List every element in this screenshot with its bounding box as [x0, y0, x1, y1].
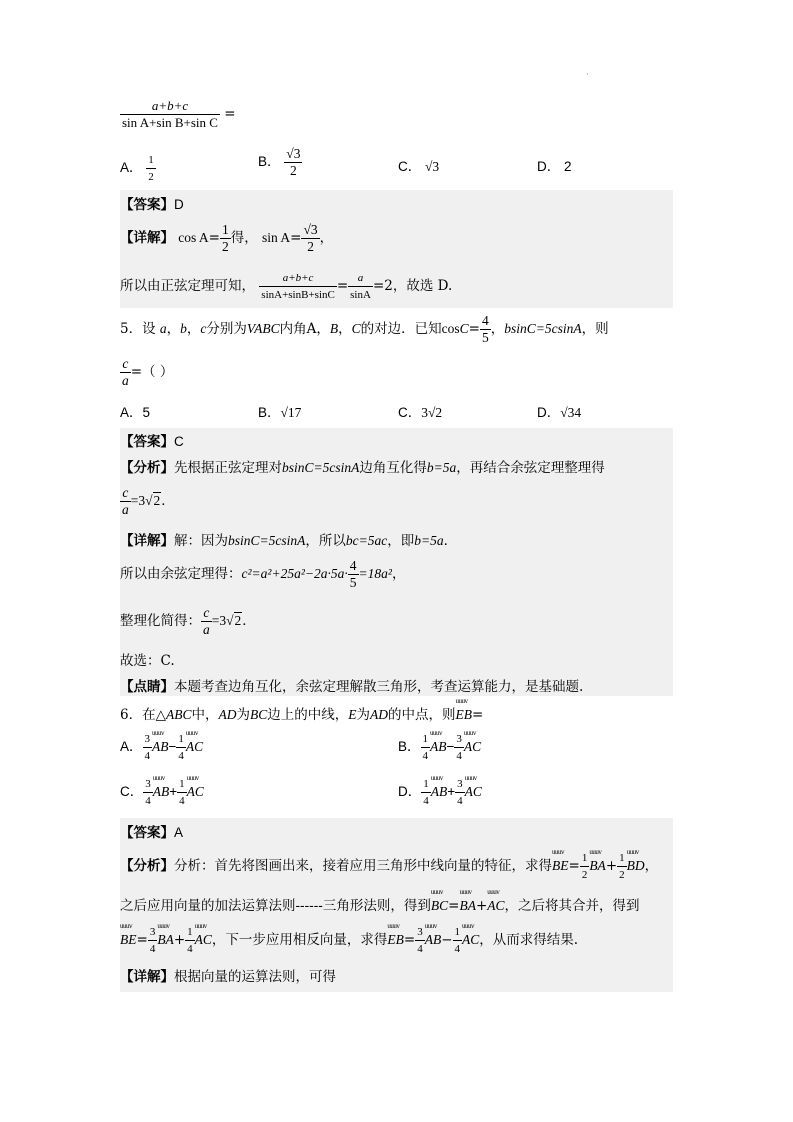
option-label: B．	[258, 405, 281, 420]
answer-tag: 【答案】	[120, 197, 174, 213]
answer-tag: 【答案】	[120, 825, 174, 841]
detail-tag: 【详解】	[120, 969, 174, 985]
text: 本题考查边角互化，余弦定理解散三角形，考查运算能力，是基础题.	[174, 679, 584, 695]
cos-a: cos A	[178, 230, 209, 245]
text: ．	[161, 493, 175, 509]
option-label: D．	[537, 405, 561, 420]
text: ，所以	[305, 533, 346, 549]
text: 根据向量的运算法则，可得	[174, 969, 336, 985]
text: 分析：首先将图画出来，接着应用三角形中线向量的特征，求得	[174, 858, 552, 874]
option-label: B．	[398, 739, 421, 755]
q6-option-a: A． $\frac{3}{4}$ uuuv AB− $\frac{1}{4}$ uuuv AC	[120, 731, 203, 764]
ratio-fraction: $\frac{a+b+c}{\sin A+\sin B+\sin C}$	[261, 272, 335, 301]
q6-detail	[120, 965, 336, 985]
text: ，则	[581, 321, 609, 337]
option-label: D．	[398, 784, 422, 800]
text: ，下一步应用相反向量，求得	[211, 932, 388, 948]
q4-detail-line2: 所以由正弦定理可知， $\frac{a+b+c}{\sin A+\sin B+\sin C}$ = $\frac{a}{\sin A}$ =2，故选 D.	[120, 272, 453, 301]
q5-option-c	[398, 401, 442, 421]
option-value: 3√2	[421, 405, 443, 420]
c-over-a: $\frac{c}{a}$	[203, 605, 210, 637]
frac-4-5: $\frac{4}{5}$	[349, 558, 357, 590]
text: 设	[142, 321, 156, 337]
q4-option-b	[258, 146, 302, 179]
option-label: A．	[120, 160, 143, 176]
text: 在△	[142, 707, 166, 723]
text: ，即	[387, 533, 415, 549]
analysis-tag: 【分析】	[120, 460, 174, 476]
header-dot: ·	[586, 70, 589, 80]
option-label: C．	[120, 784, 144, 800]
q4-expression	[120, 98, 236, 131]
q6-analysis-line1: 【分析】分析：首先将图画出来，接着应用三角形中线向量的特征，求得uuuv BE= $\frac{1}{2}$ uuuv BA+ $\frac{1}{2}$ uuuv BD，	[120, 850, 658, 883]
text: 所以由余弦定理得：	[120, 566, 242, 582]
frac-root3-2: $\frac{√3}{2}$	[303, 222, 318, 254]
text: 整理化简得：	[120, 613, 201, 629]
text: 内角	[279, 321, 307, 337]
answer-tag: 【答案】	[120, 434, 174, 450]
q5-option-d	[537, 401, 581, 421]
q5-note	[120, 675, 583, 695]
q6-analysis-line2: 之后应用向量的加法运算法则------三角形法则，得到uuuv BC=uuuv BA+uuuv AC，之后将其合并，得到	[120, 894, 640, 914]
q5-analysis-line1: 【分析】先根据正弦定理对bsinC=5csinA边角互化得b=5a，再结合余弦定理整理得	[120, 460, 605, 476]
text: 为	[356, 707, 370, 723]
q4-detail-line1: 【详解】 cos A= $\frac{1}{2}$ 得， sin A= $\frac{√3}{2}$ ，	[120, 222, 334, 254]
option-label: C．	[398, 405, 422, 420]
frac-4-5: $\frac{4}{5}$	[481, 313, 489, 345]
text: 先根据正弦定理对	[174, 460, 282, 476]
q4-fraction	[120, 98, 220, 131]
text: 边上的中线，	[267, 707, 349, 723]
q5-option-b	[258, 401, 301, 421]
text: =2，故选 D.	[372, 278, 453, 294]
text: 解：因为	[174, 533, 228, 549]
blank: =（ ）	[130, 364, 174, 380]
q4-answer	[120, 193, 184, 213]
q4-option-a	[120, 152, 156, 185]
q6-option-b: B． $\frac{1}{4}$ uuuv AB− $\frac{3}{4}$ uuuv AC	[398, 731, 481, 764]
text: 边角互化得	[359, 460, 427, 476]
q5-cosine-line: 所以由余弦定理得：c²=a²+25a²−2a·5a· $\frac{4}{5}$ =18a²，	[120, 558, 406, 590]
q4-option-a-fraction: $\frac{1}{2}$	[148, 154, 154, 183]
question-number: 6．	[120, 707, 143, 723]
answer-value: A	[174, 825, 184, 840]
text: 为	[236, 707, 250, 723]
analysis-tag: 【分析】	[120, 858, 174, 874]
q5-simplify-line: 整理化简得： $\frac{c}{a}$ =3√2．	[120, 605, 256, 637]
text: 之后应用向量的加法运算法则------三角形法则，得到	[120, 898, 431, 914]
option-value: √17	[280, 405, 302, 420]
option-label: D．	[537, 159, 561, 174]
text: ，从而求得结果.	[479, 932, 579, 948]
sin-a: sin A	[262, 230, 291, 245]
note-tag: 【点睛】	[120, 679, 174, 695]
q5-option-a	[120, 401, 150, 421]
text: 的中点，则	[388, 707, 456, 723]
option-label: C．	[398, 159, 422, 174]
detail-tag: 【详解】	[120, 230, 174, 246]
answer-value: C	[174, 434, 184, 449]
q4-option-c-value: √3	[425, 159, 440, 174]
option-label: A．	[120, 405, 143, 420]
q4-option-d	[537, 155, 572, 175]
q4-option-b-fraction: $\frac{√3}{2}$	[286, 146, 301, 178]
detail-tag: 【详解】	[120, 533, 174, 549]
text: =	[472, 707, 484, 723]
q6-analysis-line3: uuuv BE= $\frac{3}{4}$ uuuv BA+ $\frac{1}{4}$ uuuv AC，下一步应用相反向量，求得uuuv EB= $\frac{3}{4}$ uuuv AB− $\frac{1}{4}$ uuuv AC，从而求得结果.	[120, 924, 578, 957]
c-over-a: $\frac{c}{a}$	[122, 356, 129, 388]
q5-answer	[120, 430, 184, 450]
q5-analysis-line2: $\frac{c}{a}$ =3√2．	[122, 485, 175, 517]
q6-option-d: D． $\frac{1}{4}$ uuuv AB+ $\frac{3}{4}$ uuuv AC	[398, 776, 482, 809]
triangle-vabc: VABC	[246, 321, 280, 336]
text: 分别为	[206, 321, 247, 337]
text: ．	[443, 533, 458, 549]
text: 所以由正弦定理可知，	[120, 278, 255, 294]
option-label: B．	[258, 154, 281, 170]
text: 的对边．已知	[360, 321, 442, 337]
question-number: 5．	[120, 321, 143, 337]
text: ，再结合余弦定理整理得	[456, 460, 605, 476]
q5-detail-line1: 【详解】解：因为bsinC=5csinA，所以bc=5ac，即b=5a．	[120, 533, 458, 549]
q4-denominator: sin A+sin B+sin C	[122, 115, 218, 130]
text: 中，	[191, 707, 219, 723]
c-over-a: $\frac{c}{a}$	[122, 485, 129, 517]
frac-half: $\frac{1}{2}$	[221, 222, 229, 254]
text-de: 得，	[230, 230, 258, 246]
q4-option-c	[398, 155, 439, 175]
q4-numerator: a+b+c	[120, 98, 220, 115]
option-value: 5	[142, 405, 151, 420]
a-over-sina: $\frac{a}{\sin A}$	[350, 272, 371, 301]
q4-option-d-value: 2	[564, 159, 572, 174]
option-label: A．	[120, 739, 143, 755]
answer-value: D	[174, 197, 184, 212]
q6-stem: 6．在△ABC中，AD为BC边上的中线，E为AD的中点，则uuuv EB=	[120, 703, 483, 723]
q6-option-c: C． $\frac{3}{4}$ uuuv AB+ $\frac{1}{4}$ uuuv AC	[120, 776, 204, 809]
q4-equals: =	[224, 106, 236, 122]
q5-conclusion: 故选：C.	[120, 653, 175, 669]
q5-stem-line1: 5．设 a，b，c分别为VABC内角A，B，C的对边．已知cosC= $\frac{4}{5}$ ，bsinC=5csinA，则	[120, 313, 609, 345]
q6-answer	[120, 821, 183, 841]
q5-stem-line2	[120, 356, 173, 389]
option-value: √34	[560, 405, 582, 420]
text: ，之后将其合并，得到	[504, 898, 640, 914]
